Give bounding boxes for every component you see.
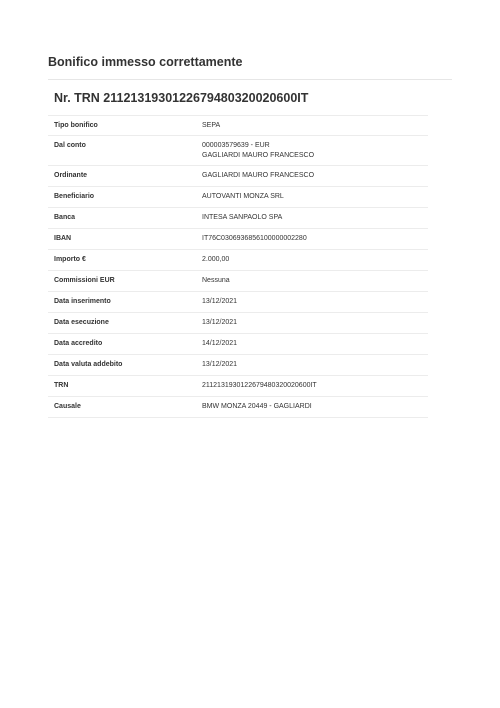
detail-value xyxy=(202,255,229,266)
detail-value xyxy=(202,381,317,392)
detail-row xyxy=(48,166,428,187)
detail-value xyxy=(202,318,237,329)
detail-value-line: GAGLIARDI MAURO FRANCESCO xyxy=(202,172,315,179)
detail-row xyxy=(48,250,428,271)
detail-value-line: 2.000,00 xyxy=(202,256,230,263)
detail-label: Beneficiario xyxy=(54,193,95,200)
detail-value xyxy=(202,141,314,161)
title-divider xyxy=(48,79,452,80)
detail-label: Banca xyxy=(54,214,76,221)
detail-value xyxy=(202,121,220,131)
detail-value-line: SEPA xyxy=(202,122,221,129)
detail-value-line: AUTOVANTI MONZA SRL xyxy=(202,193,284,200)
detail-value xyxy=(202,234,307,245)
detail-value-line: Nessuna xyxy=(202,277,230,284)
detail-label: Causale xyxy=(54,403,81,410)
detail-row xyxy=(48,115,428,136)
trn-heading: Nr. TRN 2112131930122679480320020600IT xyxy=(54,91,309,105)
detail-value-line: 13/12/2021 xyxy=(202,319,238,326)
detail-row xyxy=(48,313,428,334)
detail-value-line: INTESA SANPAOLO SPA xyxy=(202,214,283,221)
detail-value-line: 2112131930122679480320020600IT xyxy=(202,382,317,389)
detail-value xyxy=(202,339,237,350)
detail-label: IBAN xyxy=(54,235,72,242)
detail-label: Data accredito xyxy=(54,340,103,347)
detail-label: Dal conto xyxy=(54,142,86,149)
detail-value-line: BMW MONZA 20449 - GAGLIARDI xyxy=(202,403,312,410)
transfer-details-table xyxy=(48,115,428,418)
detail-value xyxy=(202,171,314,182)
detail-row xyxy=(48,397,428,418)
detail-value xyxy=(202,276,230,287)
detail-row xyxy=(48,355,428,376)
detail-value-line: 13/12/2021 xyxy=(202,361,238,368)
detail-row xyxy=(48,334,428,355)
detail-row xyxy=(48,136,428,166)
detail-row xyxy=(48,271,428,292)
detail-value xyxy=(202,402,312,413)
detail-label: Data valuta addebito xyxy=(54,361,123,368)
detail-value xyxy=(202,360,237,371)
detail-value xyxy=(202,192,284,203)
detail-value-line: IT76C0306936856100000002280 xyxy=(202,235,307,242)
detail-value-line: GAGLIARDI MAURO FRANCESCO xyxy=(202,152,315,159)
detail-value xyxy=(202,213,282,224)
page-title: Bonifico immesso correttamente xyxy=(48,55,243,69)
detail-label: Importo € xyxy=(54,256,86,263)
detail-value-line: 14/12/2021 xyxy=(202,340,238,347)
detail-label: TRN xyxy=(54,382,69,389)
detail-value-line: 13/12/2021 xyxy=(202,298,238,305)
detail-row xyxy=(48,292,428,313)
detail-row xyxy=(48,187,428,208)
detail-label: Ordinante xyxy=(54,172,88,179)
detail-row xyxy=(48,208,428,229)
detail-label: Commissioni EUR xyxy=(54,277,115,284)
detail-row xyxy=(48,229,428,250)
detail-row xyxy=(48,376,428,397)
detail-label: Data esecuzione xyxy=(54,319,109,326)
detail-value-line: 000003579639 - EUR xyxy=(202,142,270,149)
detail-label: Tipo bonifico xyxy=(54,122,98,129)
detail-label: Data inserimento xyxy=(54,298,111,305)
detail-value xyxy=(202,297,237,308)
